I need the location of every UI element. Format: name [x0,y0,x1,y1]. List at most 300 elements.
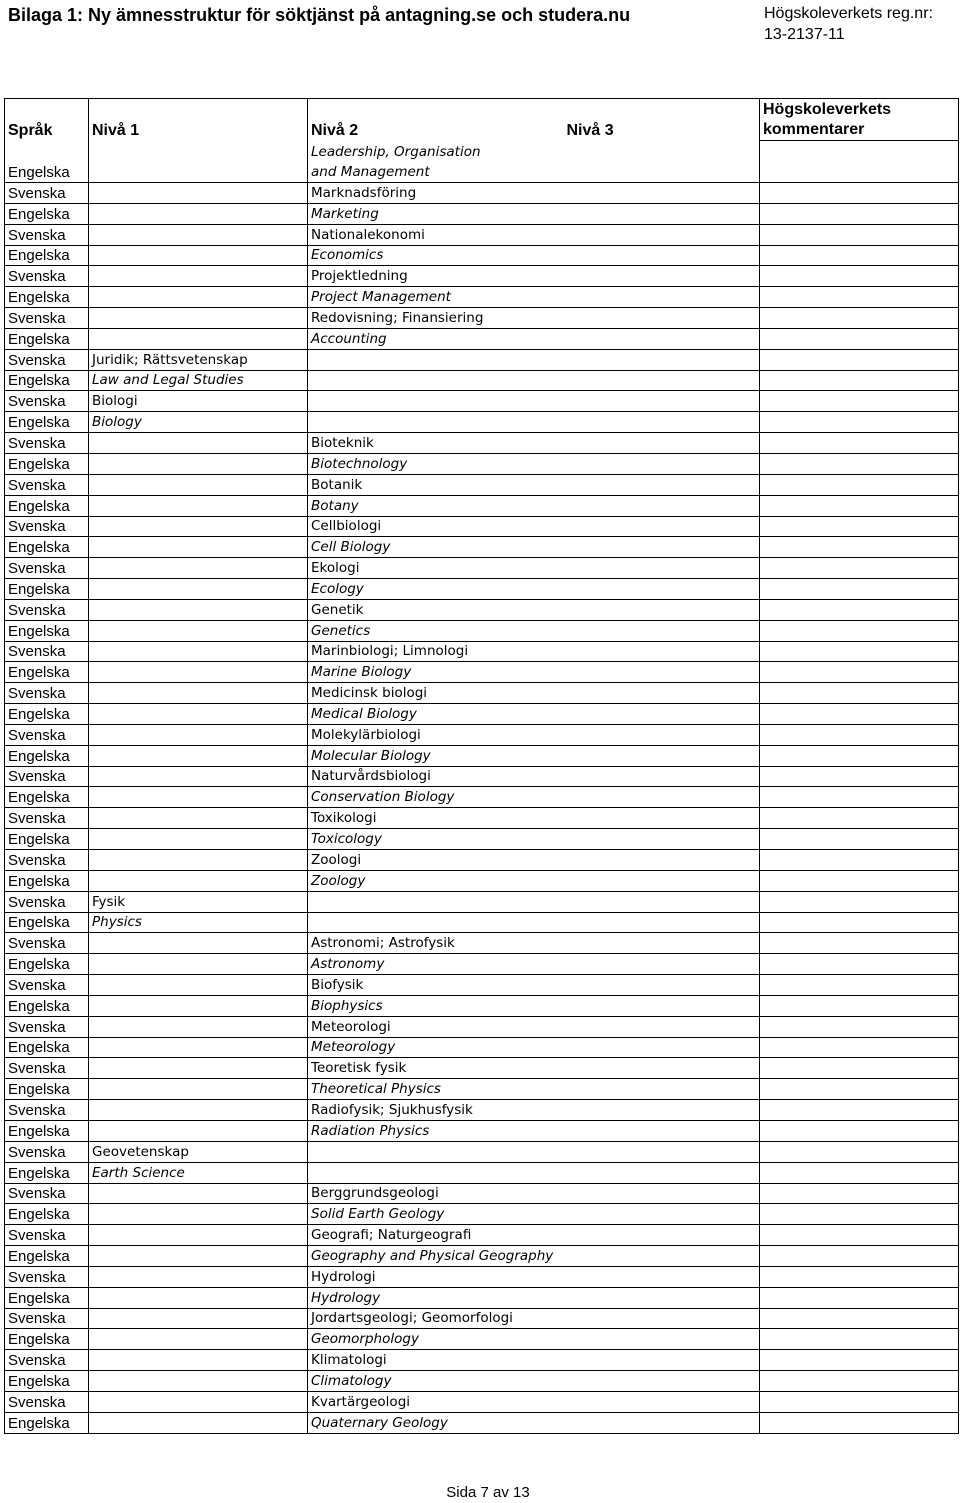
cell-comments [760,683,959,704]
table-row [5,1120,959,1141]
cell-level-2 [308,349,760,370]
cell-language: Engelska [5,141,89,183]
cell-level-2: Toxicology [308,829,760,850]
table-row [5,933,959,954]
table-row [5,433,959,454]
cell-level-2: Meteorology [308,1037,760,1058]
table-row [5,224,959,245]
cell-level-2: Zoology [308,870,760,891]
cell-level-2: Leadership, Organisation and Management [308,141,760,183]
cell-language: Engelska [5,829,89,850]
cell-comments [760,704,959,725]
cell-comments [760,1100,959,1121]
cell-comments [760,995,959,1016]
cell-language: Svenska [5,1266,89,1287]
table-row [5,1371,959,1392]
cell-level-1 [89,787,308,808]
cell-level-2: Jordartsgeologi; Geomorfologi [308,1308,760,1329]
cell-level-1 [89,579,308,600]
cell-comments [760,599,959,620]
cell-level-1 [89,829,308,850]
cell-comments [760,1266,959,1287]
cell-language: Engelska [5,1246,89,1267]
cell-level-2: Climatology [308,1371,760,1392]
cell-language: Svenska [5,474,89,495]
cell-level-2: Hydrology [308,1287,760,1308]
table-row [5,954,959,975]
cell-comments [760,141,959,183]
cell-level-1 [89,1246,308,1267]
subject-structure-table [4,98,959,1434]
cell-level-1 [89,1204,308,1225]
table-row [5,1266,959,1287]
cell-comments [760,266,959,287]
cell-comments [760,537,959,558]
cell-level-1 [89,287,308,308]
cell-language: Svenska [5,516,89,537]
cell-comments [760,745,959,766]
cell-level-2: Biofysik [308,975,760,996]
cell-comments [760,516,959,537]
cell-level-1 [89,933,308,954]
cell-level-2: Zoologi [308,850,760,871]
registration-number: 13-2137-11 [764,26,845,43]
cell-level-2: Quaternary Geology [308,1412,760,1433]
cell-comments [760,287,959,308]
table-row [5,1287,959,1308]
cell-level-1 [89,1225,308,1246]
cell-language: Svenska [5,1350,89,1371]
cell-level-1 [89,1287,308,1308]
cell-level-2: Molecular Biology [308,745,760,766]
cell-comments [760,662,959,683]
table-row [5,683,959,704]
cell-comments [760,453,959,474]
cell-language: Svenska [5,891,89,912]
cell-level-2: Accounting [308,328,760,349]
cell-level-2: Botany [308,495,760,516]
cell-level-1 [89,724,308,745]
table-row [5,1329,959,1350]
table-row [5,370,959,391]
column-header-language: Språk [5,99,89,141]
cell-level-2: Genetik [308,599,760,620]
cell-language: Engelska [5,1287,89,1308]
cell-level-2: Geografi; Naturgeografi [308,1225,760,1246]
cell-language: Svenska [5,599,89,620]
cell-language: Svenska [5,641,89,662]
cell-level-2 [308,370,760,391]
table-row [5,183,959,204]
cell-language: Engelska [5,1412,89,1433]
cell-level-2: Ecology [308,579,760,600]
cell-language: Svenska [5,558,89,579]
table-row [5,474,959,495]
cell-level-1 [89,1058,308,1079]
cell-level-1 [89,745,308,766]
cell-language: Svenska [5,1225,89,1246]
cell-level-2: Economics [308,245,760,266]
cell-language: Svenska [5,1391,89,1412]
table-row [5,1225,959,1246]
cell-level-1 [89,808,308,829]
cell-language: Svenska [5,349,89,370]
cell-comments [760,620,959,641]
cell-language: Svenska [5,308,89,329]
cell-level-1 [89,1120,308,1141]
cell-level-2: Ekologi [308,558,760,579]
cell-comments [760,1016,959,1037]
column-header-level-2: Nivå 2 [308,99,564,141]
table-row [5,1016,959,1037]
cell-language: Engelska [5,495,89,516]
cell-level-1 [89,453,308,474]
cell-level-1: Juridik; Rättsvetenskap [89,349,308,370]
table-row [5,1350,959,1371]
cell-language: Svenska [5,1016,89,1037]
cell-comments [760,1371,959,1392]
cell-language: Svenska [5,433,89,454]
cell-level-2: Toxikologi [308,808,760,829]
cell-language: Engelska [5,1079,89,1100]
cell-level-2: Biotechnology [308,453,760,474]
cell-language: Engelska [5,912,89,933]
table-row [5,245,959,266]
cell-level-1 [89,704,308,725]
table-row [5,266,959,287]
table-row [5,1141,959,1162]
column-header-comments [760,99,959,141]
table-row [5,975,959,996]
cell-level-1 [89,328,308,349]
cell-language: Engelska [5,1037,89,1058]
cell-level-1 [89,224,308,245]
table-row [5,787,959,808]
cell-level-1 [89,1037,308,1058]
cell-level-1 [89,954,308,975]
table-row [5,766,959,787]
cell-level-1: Physics [89,912,308,933]
cell-language: Engelska [5,245,89,266]
cell-comments [760,308,959,329]
cell-language: Engelska [5,370,89,391]
cell-level-2: Genetics [308,620,760,641]
cell-level-1 [89,474,308,495]
cell-comments [760,203,959,224]
cell-level-2: Projektledning [308,266,760,287]
table-row [5,1037,959,1058]
cell-level-2: Hydrologi [308,1266,760,1287]
cell-level-2: Medicinsk biologi [308,683,760,704]
column-header-comments-line-1: Högskoleverkets [763,101,892,118]
cell-comments [760,433,959,454]
cell-language: Engelska [5,328,89,349]
cell-level-1 [89,495,308,516]
cell-comments [760,1287,959,1308]
cell-level-2: Marine Biology [308,662,760,683]
cell-comments [760,349,959,370]
table-row [5,641,959,662]
cell-language: Engelska [5,203,89,224]
cell-level-2: Marketing [308,203,760,224]
cell-level-1 [89,995,308,1016]
cell-level-1 [89,266,308,287]
cell-level-1 [89,516,308,537]
cell-comments [760,975,959,996]
cell-comments [760,1391,959,1412]
table-row [5,1100,959,1121]
cell-level-2: Radiofysik; Sjukhusfysik [308,1100,760,1121]
cell-language: Engelska [5,287,89,308]
cell-level-1 [89,975,308,996]
cell-comments [760,912,959,933]
cell-level-1 [89,766,308,787]
cell-level-2: Radiation Physics [308,1120,760,1141]
cell-language: Engelska [5,579,89,600]
cell-level-1 [89,558,308,579]
cell-language: Engelska [5,787,89,808]
cell-language: Engelska [5,995,89,1016]
cell-language: Svenska [5,1100,89,1121]
cell-language: Svenska [5,183,89,204]
cell-comments [760,391,959,412]
cell-level-2: Astronomi; Astrofysik [308,933,760,954]
table-row [5,349,959,370]
cell-language: Engelska [5,870,89,891]
cell-level-2: Theoretical Physics [308,1079,760,1100]
cell-language: Svenska [5,933,89,954]
cell-comments [760,1350,959,1371]
cell-comments [760,1412,959,1433]
cell-comments [760,1037,959,1058]
cell-level-1 [89,245,308,266]
cell-level-1 [89,433,308,454]
table-row [5,745,959,766]
cell-level-2: Solid Earth Geology [308,1204,760,1225]
table-row [5,412,959,433]
cell-language: Svenska [5,808,89,829]
cell-language: Svenska [5,724,89,745]
cell-language: Engelska [5,954,89,975]
table-row [5,308,959,329]
cell-comments [760,891,959,912]
cell-level-2: Nationalekonomi [308,224,760,245]
cell-level-1 [89,141,308,183]
cell-level-2 [308,391,760,412]
table-row [5,537,959,558]
cell-level-2 [308,412,760,433]
column-header-level-1: Nivå 1 [89,99,308,141]
cell-level-1: Law and Legal Studies [89,370,308,391]
cell-level-1: Geovetenskap [89,1141,308,1162]
cell-level-1 [89,850,308,871]
cell-language: Svenska [5,266,89,287]
cell-level-2: Medical Biology [308,704,760,725]
cell-comments [760,641,959,662]
cell-level-2: Molekylärbiologi [308,724,760,745]
cell-level-2: Marinbiologi; Limnologi [308,641,760,662]
table-row [5,203,959,224]
cell-language: Svenska [5,975,89,996]
cell-comments [760,724,959,745]
cell-level-2 [308,891,760,912]
cell-language: Engelska [5,1120,89,1141]
cell-comments [760,1246,959,1267]
table-row [5,850,959,871]
cell-language: Svenska [5,683,89,704]
cell-level-1: Biology [89,412,308,433]
cell-level-2: Bioteknik [308,433,760,454]
table-row [5,1391,959,1412]
cell-comments [760,1329,959,1350]
cell-level-1 [89,1266,308,1287]
table-row [5,829,959,850]
cell-language: Engelska [5,1204,89,1225]
cell-comments [760,558,959,579]
table-row [5,453,959,474]
cell-comments [760,412,959,433]
cell-language: Engelska [5,620,89,641]
cell-level-2: Klimatologi [308,1350,760,1371]
cell-language: Engelska [5,453,89,474]
table-row [5,662,959,683]
table-row [5,808,959,829]
cell-language: Engelska [5,745,89,766]
table-row [5,1246,959,1267]
cell-comments [760,1058,959,1079]
cell-level-1 [89,599,308,620]
cell-level-1 [89,662,308,683]
page-number: Sida 7 av 13 [446,1484,530,1501]
table-row [5,1058,959,1079]
cell-comments [760,474,959,495]
cell-level-1 [89,1308,308,1329]
cell-level-2 [308,1162,760,1183]
column-header-comments-line-2: kommentarer [763,121,865,138]
cell-level-1 [89,683,308,704]
cell-language: Svenska [5,391,89,412]
cell-level-2: Meteorologi [308,1016,760,1037]
cell-comments [760,1120,959,1141]
cell-level-2 [308,1141,760,1162]
cell-level-2: Cell Biology [308,537,760,558]
cell-level-1 [89,641,308,662]
cell-level-1 [89,308,308,329]
cell-level-1 [89,1016,308,1037]
table-row [5,328,959,349]
table-body [5,141,959,1434]
cell-level-1: Fysik [89,891,308,912]
cell-comments [760,766,959,787]
cell-comments [760,1308,959,1329]
cell-comments [760,1225,959,1246]
cell-level-2: Conservation Biology [308,787,760,808]
table-row [5,1412,959,1433]
cell-comments [760,850,959,871]
cell-level-2 [308,912,760,933]
table-row [5,1183,959,1204]
table-row [5,391,959,412]
cell-level-2: Naturvårdsbiologi [308,766,760,787]
table-row [5,599,959,620]
cell-language: Svenska [5,1141,89,1162]
cell-comments [760,1079,959,1100]
cell-level-2: Teoretisk fysik [308,1058,760,1079]
cell-level-1 [89,1329,308,1350]
cell-level-1 [89,870,308,891]
cell-comments [760,787,959,808]
cell-comments [760,1162,959,1183]
cell-level-1 [89,537,308,558]
cell-level-1 [89,1079,308,1100]
column-header-level-3: Nivå 3 [564,99,760,141]
cell-language: Svenska [5,1183,89,1204]
table-row [5,870,959,891]
table-row [5,995,959,1016]
cell-comments [760,933,959,954]
table-row [5,724,959,745]
table-row [5,1204,959,1225]
cell-level-2: Astronomy [308,954,760,975]
table-row [5,1162,959,1183]
cell-comments [760,183,959,204]
cell-level-1 [89,203,308,224]
document-title: Bilaga 1: Ny ämnesstruktur för söktjänst på antagning.se och studera.nu [8,5,631,25]
cell-level-1 [89,620,308,641]
cell-level-1 [89,1391,308,1412]
cell-language: Svenska [5,1308,89,1329]
cell-comments [760,870,959,891]
table-row [5,1079,959,1100]
cell-level-2: Marknadsföring [308,183,760,204]
table-row [5,495,959,516]
table-row [5,516,959,537]
cell-level-2: Cellbiologi [308,516,760,537]
cell-level-2: Kvartärgeologi [308,1391,760,1412]
cell-level-1: Earth Science [89,1162,308,1183]
cell-level-2: Redovisning; Finansiering [308,308,760,329]
cell-comments [760,245,959,266]
table-row [5,912,959,933]
cell-comments [760,1141,959,1162]
cell-level-1 [89,1100,308,1121]
cell-language: Engelska [5,1371,89,1392]
cell-comments [760,808,959,829]
cell-language: Engelska [5,1162,89,1183]
cell-language: Engelska [5,662,89,683]
table-row [5,620,959,641]
cell-language: Svenska [5,1058,89,1079]
table-row [5,1308,959,1329]
cell-level-2: Biophysics [308,995,760,1016]
table-header-row [5,99,959,141]
cell-comments [760,370,959,391]
cell-language: Svenska [5,224,89,245]
cell-comments [760,579,959,600]
table-row [5,287,959,308]
table-row [5,891,959,912]
cell-level-2: Project Management [308,287,760,308]
cell-level-1 [89,1412,308,1433]
cell-level-2: Botanik [308,474,760,495]
cell-language: Engelska [5,1329,89,1350]
cell-comments [760,1204,959,1225]
cell-comments [760,829,959,850]
table-row [5,579,959,600]
cell-language: Engelska [5,412,89,433]
cell-level-2: Geography and Physical Geography [308,1246,760,1267]
cell-language: Engelska [5,537,89,558]
